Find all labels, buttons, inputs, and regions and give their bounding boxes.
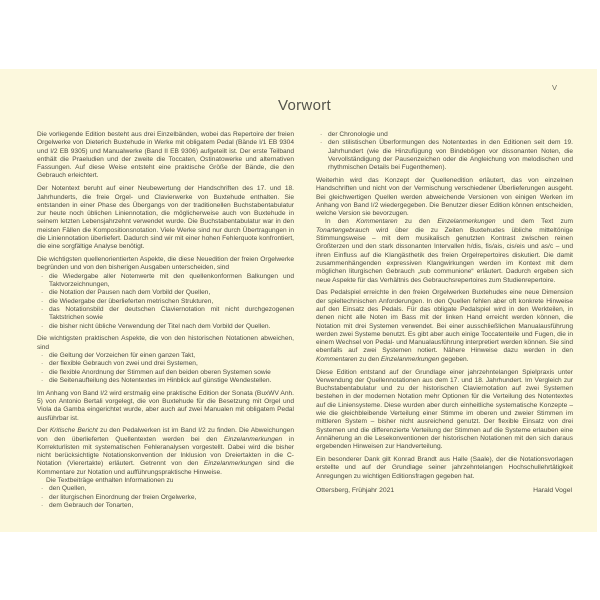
preface-paragraph: Die Textbeiträge enthalten Informationen zu [46,477,174,485]
list-item: · die Wiedergabe aller Notenwerte mit den quellenkonformen Balkungen und Taktvorzeichnungen, [37,273,294,290]
list-item: · die flexible Anordnung der Stimmen auf den beiden oberen Systemen sowie [37,369,294,377]
preface-paragraph: Der Kritische Bericht zu den Pedalwerken ist im Band I/2 zu finden. Die Abweichungen von den überlieferten Quellentexten werden bei den Einzelanmerkungen in Korrekturlisten mit systematischen Fehleranalysen vorgestellt. Dabei wird die bisher nicht berücksichtigte Notationskonvention der Inklusion von Dreiertakten in die C-Notation (Vierertakte) erläutert. Getrennt von den Einzelanmerkungen sind die Kommentare zur Notation und aufführungspraktische Hinweise. [37,427,294,476]
left-column [37,131,294,510]
practical-aspects-list [37,352,294,385]
preface-paragraph: Das Pedalspiel erreichte in den freien Orgelwerken Buxtehudes eine neue Dimension der spieltechnischen Anforderungen. In den Quellen fehlen aber oft konkrete Hinweise auf den Einsatz des Pedals. Für das obligate Pedalspiel wird in den Werkteilen, in denen nicht alle Noten im Bass mit der linken Hand erreicht werden können, die Notation mit drei Systemen verwendet. Bei einer ausschließlichen Manualausführung werden zwei Systeme benutzt. Es gibt aber auch einige Toccatenteile und Fugen, die in einem Wechsel von Pedal- und Manualausführung interpretiert werden können. Sie sind ebenfalls auf zwei Systemen notiert. Nähere Hinweise dazu werden in den Kommentaren zu den Einzelanmerkungen gegeben. [316,289,573,363]
list-item: · den stilistischen Überformungen des Notentextes in den Editionen seit dem 19. Jahrhundert (wie die Hinzufügung von Bindebögen vor dissonanten Noten, die Vervollständigung der Pausenzeichen oder die Angleichung von melodischen und rhythmischen Details bei Fugenthemen). [316,139,573,172]
list-item: · den Quellen, [37,485,294,493]
page-title: Vorwort [278,97,331,114]
list-item: · dem Gebrauch der Tonarten, [37,502,294,510]
list-item: · der flexible Gebrauch von zwei und drei Systemen, [37,360,294,368]
preface-paragraph: Der Notentext beruht auf einer Neubewertung der Handschriften des 17. und 18. Jahrhunderts, die freie Orgel- und Clavierwerke von Buxtehude enthalten. Sie entstanden in einer Phase des Übergangs von der traditionellen Buchstabentabulatur zur heute noch üblichen Liniennotation, die möglicherweise auch von Buxtehude in seinem letzten Lebensjahrzehnt verwendet wurde. Die Buchstabentabulatur war in den meisten Fällen die Kompositionsnotation. Viele Werke sind nur durch Übertragungen in die Liniennotation überliefert. Dadurch sind wir mit einer hohen Fehlerquote konfrontiert, die eine sorgfältige Analyse benötigt. [37,185,294,251]
preface-paragraph: Weiterhin wird das Konzept der Quellenedition erläutert, das von einzelnen Handschriften und nicht von der Vermischung verschiedener Überlieferungen ausgeht. Bei gleichwertigen Quellen werden abweichende Versionen von einigen Werken im Anhang von Band I/2 wiedergegeben. Die Benutzer dieser Edition können entscheiden, welche Version sie bevorzugen. [316,176,573,218]
list-item: · das Notationsbild der deutschen Claviernotation mit nicht durchgezogenen Taktstrichen sowie [37,306,294,323]
text-topics-list [37,485,294,510]
preface-paragraph: Die vorliegende Edition besteht aus drei Einzelbänden, wobei das Repertoire der freien Orgelwerke von Dieterich Buxtehude in Werke mit obligatem Pedal (Bände I/1 EB 9304 und I/2 EB 9305) und Manualwerke (Band II EB 9306) aufgeteilt ist. Der erste Teilband enthält die Praeludien und der zweite die Toccaten, Ostinatowerke und alternativen Fassungen. Auf diese Weise entsteht eine praktische Größe der Bände, die den Gebrauch erleichtert. [37,131,294,180]
preface-paragraph: Im Anhang von Band I/2 wird erstmalig eine praktische Edition der Sonata (BuxWV Anh. 5) von Antonio Bertali vorgelegt, die von Buxtehude für die Besetzung mit Orgel und Viola da Gamba eingerichtet wurde, aber auch auf zwei Manualen mit obligatem Pedal ausführbar ist. [37,389,294,422]
list-item: · die bisher nicht übliche Verwendung der Titel nach dem Vorbild der Quellen. [37,323,294,331]
list-item: · die Seitenaufteilung des Notentextes im Hinblick auf günstige Wendestellen. [37,377,294,385]
page-number: V [552,83,558,92]
signature-line [316,487,572,494]
source-aspects-list [37,273,294,331]
book-page [0,69,597,532]
list-item: · die Geltung der Vorzeichen für einen ganzen Takt, [37,352,294,360]
list-item: · die Notation der Pausen nach dem Vorbild der Quellen, [37,289,294,297]
preface-paragraph: Die wichtigsten praktischen Aspekte, die von den historischen Notationen abweichen, sind [37,335,294,351]
author-name: Harald Vogel [533,487,572,494]
preface-paragraph: Ein besonderer Dank gilt Konrad Brandt aus Halle (Saale), der die Notationsvorlagen erstellte und auf der Grundlage seiner jahrzehntelangen Hochschullehrtätigkeit Anregungen zu wichtigen Editionsfragen gegeben hat. [316,455,573,480]
list-item: · der Chronologie und [316,131,573,139]
preface-paragraph: Diese Edition entstand auf der Grundlage einer jahrzehntelangen Spielpraxis unter Verwendung der Quellennotationen aus dem 17. und 18. Jahrhundert. Im Vergleich zur Buchstabentabulatur und zu der historischen Claviernotation auf zwei Systemen bestehen in der modernen Notation mehr Optionen für die Verteilung des Notentextes auf die Liniensysteme. Diese wurden aber durch einheitliche systematische Konzepte – wie die gleichbleibende Verteilung einer Stimme im oberen und zweier Stimmen im mittleren System – bisher nicht ausreichend genutzt. Der flexible Einsatz von drei Systemen und die differenzierte Verteilung der Stimmen auf die Systeme erlauben eine Annäherung an die Lesekonventionen der historischen Notationen mit den sich daraus ergebenden Hinweisen zur Handverteilung. [316,368,573,451]
preface-paragraph: In den Kommentaren zu den Einzelanmerkungen und dem Text zum Tonartengebrauch wird über die zu Zeiten Buxtehudes übliche mitteltönige Stimmungsweise – mit dem musikalisch genutzten Kontrast zwischen reinen Großterzen und den stark dissonanten Intervallen h/dis, fis/ais, cis/eis und as/c – und ihren Einfluss auf die Klangästhetik des freien Orgelrepertoires diskutiert. Die damit zusammenhängenden expressiven Klangwirkungen werden im Kontext mit dem möglichen liturgischen Gebrauch „sub communione“ erläutert. Dadurch ergeben sich neue Aspekte für das Verhältnis des Gebrauchsrepertoires zum Studienrepertoire. [316,218,573,284]
text-topics-list-continued [316,131,573,172]
preface-paragraph: Die wichtigsten quellenorientierten Aspekte, die diese Neuedition der freien Orgelwerke begründen und von den bisherigen Ausgaben unterscheiden, sind [37,256,294,272]
place-date: Ottersberg, Frühjahr 2021 [316,487,395,494]
list-item: · die Wiedergabe der überlieferten metrischen Strukturen, [37,298,294,306]
right-column [316,131,573,481]
list-item: · der liturgischen Einordnung der freien Orgelwerke, [37,494,294,502]
